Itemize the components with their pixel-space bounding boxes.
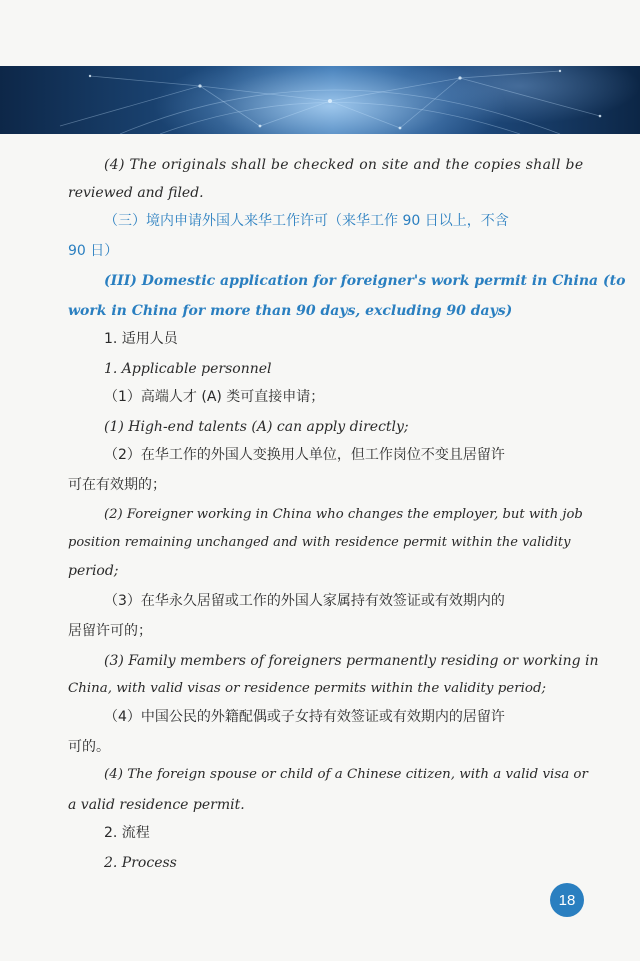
subheading-zh: 1. 适用人员 [104, 331, 178, 347]
network-globe-graphic [0, 66, 640, 134]
text-line: 居留许可的； [68, 623, 152, 639]
text-line: (4) The foreign spouse or child of a Chinese citizen, with a valid visa or [104, 767, 588, 782]
header-banner [0, 66, 640, 134]
section-heading-en: (III) Domestic application for foreigner's work permit in China (to [104, 273, 626, 289]
section-heading-zh: （三）境内申请外国人来华工作许可（来华工作 90 日以上，不含 [104, 213, 509, 229]
text-line: (4) The originals shall be checked on site and the copies shall be [104, 157, 584, 173]
text-line: （4）中国公民的外籍配偶或子女持有效签证或有效期内的居留许 [104, 709, 505, 725]
text-line: (1) High-end talents (A) can apply directly; [104, 419, 409, 435]
text-line: （3）在华永久居留或工作的外国人家属持有效签证或有效期内的 [104, 593, 505, 609]
subheading-en: 1. Applicable personnel [104, 361, 272, 377]
subheading-en: 2. Process [104, 855, 177, 871]
text-line: a valid residence permit. [68, 797, 245, 813]
text-line: (3) Family members of foreigners permanently residing or working in [104, 653, 599, 669]
text-line: reviewed and filed. [68, 185, 204, 201]
text-line: 可的。 [68, 739, 110, 755]
text-line: period; [68, 563, 119, 579]
text-line: （1）高端人才 (A) 类可直接申请； [104, 389, 325, 405]
section-heading-zh: 90 日） [68, 243, 119, 259]
page-number-badge: 18 [550, 883, 584, 917]
text-line: position remaining unchanged and with residence permit within the validity [68, 535, 571, 550]
text-line: 可在有效期的； [68, 477, 166, 493]
text-line: （2）在华工作的外国人变换用人单位，但工作岗位不变且居留许 [104, 447, 505, 463]
section-heading-en: work in China for more than 90 days, excluding 90 days) [68, 303, 513, 319]
text-line: China, with valid visas or residence permits within the validity period; [68, 681, 547, 696]
subheading-zh: 2. 流程 [104, 825, 150, 841]
text-line: (2) Foreigner working in China who changes the employer, but with job [104, 507, 583, 522]
